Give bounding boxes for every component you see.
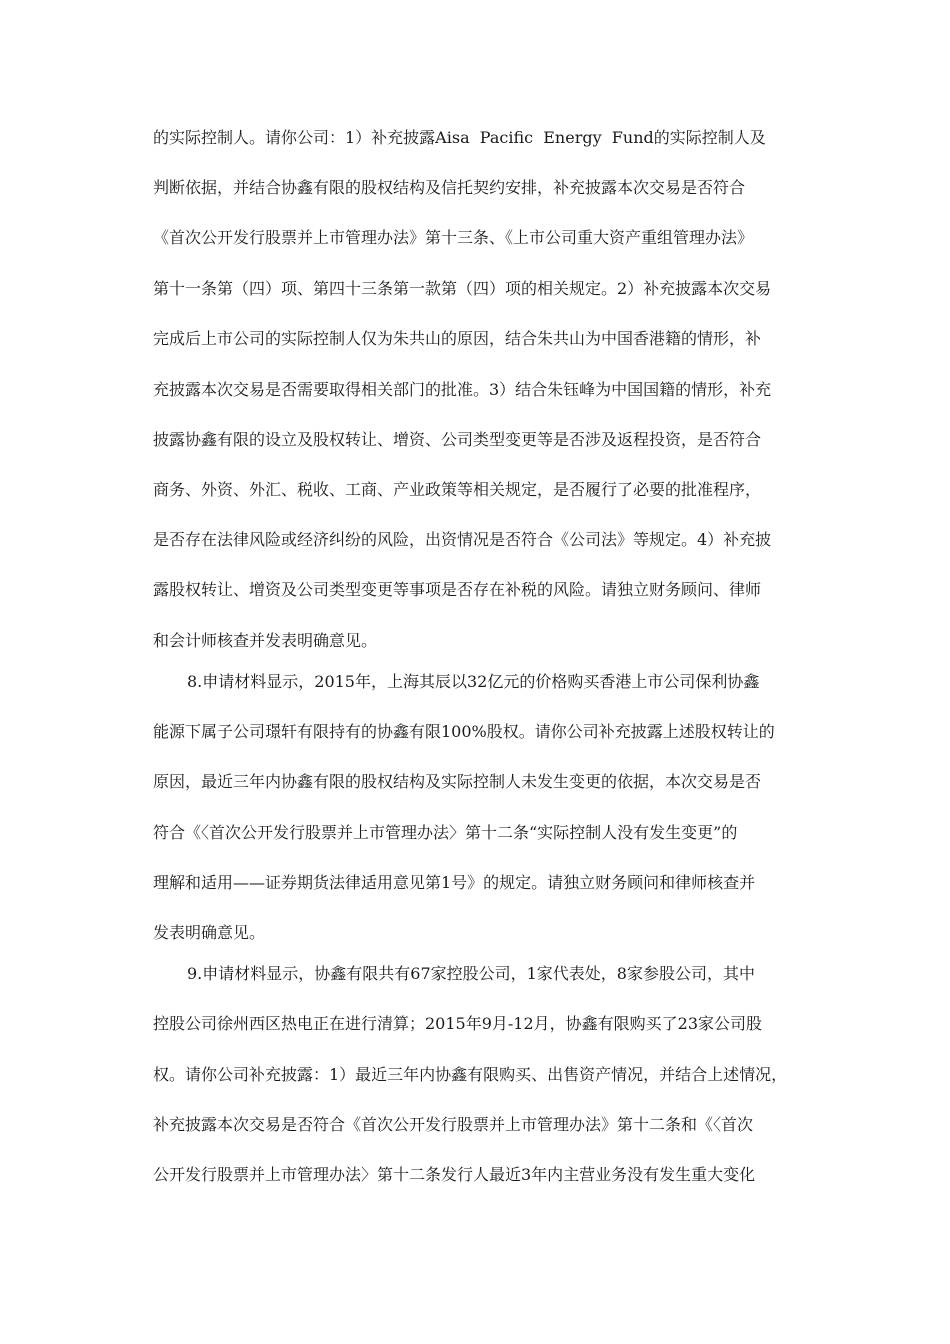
- text-line: 原因，最近三年内协鑫有限的股权结构及实际控制人未发生变更的依据，本次交易是否: [153, 772, 762, 791]
- text-line: 第十一条第（四）项、第四十三条第一款第（四）项的相关规定。2）补充披露本次交易: [153, 279, 772, 298]
- text-line: 充披露本次交易是否需要取得相关部门的批准。3）结合朱钰峰为中国国籍的情形，补充: [153, 380, 772, 399]
- text-line: 判断依据，并结合协鑫有限的股权结构及信托契约安排，补充披露本次交易是否符合: [153, 178, 746, 197]
- text-line: 露股权转让、增资及公司类型变更等事项是否存在补税的风险。请独立财务顾问、律师: [153, 580, 762, 599]
- text-line: 完成后上市公司的实际控制人仅为朱共山的原因，结合朱共山为中国香港籍的情形，补: [153, 329, 762, 348]
- text-line: 商务、外资、外汇、税收、工商、产业政策等相关规定，是否履行了必要的批准程序，: [153, 480, 762, 499]
- text-line: 的实际控制人。请你公司：1）补充披露Aisa Pacific Energy Fund的实际控制人及: [153, 128, 766, 147]
- text-line: 权。请你公司补充披露：1）最近三年内协鑫有限购买、出售资产情况，并结合上述情况，: [153, 1065, 788, 1084]
- text-line: 披露协鑫有限的设立及股权转让、增资、公司类型变更等是否涉及返程投资，是否符合: [153, 430, 762, 449]
- text-line: 《首次公开发行股票并上市管理办法》第十三条、《上市公司重大资产重组管理办法》: [153, 228, 754, 247]
- paragraph-start-line: 9.申请材料显示，协鑫有限共有67家控股公司，1家代表处，8家参股公司，其中: [187, 964, 755, 983]
- text-line: 补充披露本次交易是否符合《首次公开发行股票并上市管理办法》第十二条和《〈首次: [153, 1115, 754, 1134]
- text-line: 发表明确意见。: [153, 923, 266, 942]
- text-line: 是否存在法律风险或经济纠纷的风险，出资情况是否符合《公司法》等规定。4）补充披: [153, 530, 772, 549]
- text-line: 和会计师核查并发表明确意见。: [153, 631, 378, 650]
- text-line: 控股公司徐州西区热电正在进行清算；2015年9月-12月，协鑫有限购买了23家公司股: [153, 1014, 763, 1033]
- paragraph-start-line: 8.申请材料显示，2015年，上海其辰以32亿元的价格购买香港上市公司保利协鑫: [187, 672, 760, 691]
- text-line: 公开发行股票并上市管理办法〉第十二条发行人最近3年内主营业务没有发生重大变化: [153, 1165, 756, 1184]
- text-line: 能源下属子公司璟轩有限持有的协鑫有限100%股权。请你公司补充披露上述股权转让的: [153, 722, 775, 741]
- text-line: 符合《〈首次公开发行股票并上市管理办法〉第十二条“实际控制人没有发生变更”的: [153, 823, 738, 842]
- text-line: 理解和适用——证券期货法律适用意见第1号》的规定。请独立财务顾问和律师核查并: [153, 873, 756, 892]
